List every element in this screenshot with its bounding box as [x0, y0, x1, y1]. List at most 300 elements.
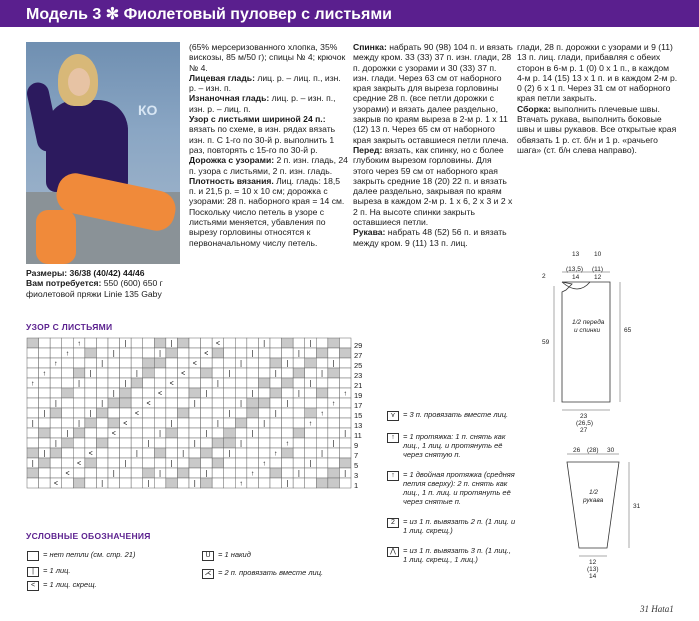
chart-cell: [293, 358, 305, 368]
chart-symbol: |: [274, 370, 277, 378]
chart-cell: [282, 458, 294, 468]
chart-cell: [305, 438, 317, 448]
chart-cell: [224, 438, 236, 448]
chart-cell: [282, 428, 294, 438]
chart-cell: [177, 478, 189, 488]
schema2-top-2: (28): [587, 447, 599, 454]
intro-text: (65% мерсеризованного хлопка, 35% вискозы, 85 м/50 г); спицы № 4; крючок № 4.: [189, 42, 346, 73]
row-number: 19: [354, 391, 363, 400]
chart-cell: [224, 358, 236, 368]
chart-cell: [108, 448, 120, 458]
chart-cell: [189, 408, 201, 418]
chart-cell: [316, 378, 328, 388]
front-label: Перед:: [353, 144, 383, 155]
chart-cell: [305, 368, 317, 378]
assembly-text: выполнить плечевые швы. Втачать рукава, выполнить боковые швы и швы рукавов. Все открытые края обвязать 1 р. ст. б/н и 1 р. «рачьего шага» (ст. б/н слева направо).: [517, 103, 677, 155]
schema2-top-1: 26: [573, 447, 581, 454]
chart-cell: [177, 468, 189, 478]
chart-cell: [131, 458, 143, 468]
row-number: 21: [354, 381, 363, 390]
chart-cell: [189, 378, 201, 388]
schema1-top-sub2-2: 12: [594, 274, 602, 281]
chart-cell: [143, 428, 155, 438]
chart-cell: [96, 368, 108, 378]
chart-cell: [224, 418, 236, 428]
leaf-pattern-text: вязать по схеме, в изн. рядах вязать изн. п. С 1-го по 30-й р. выполнить 1 раз, повторять с 15-го по 30-й р.: [189, 124, 336, 155]
chart-symbol: |: [43, 450, 46, 458]
chart-symbol: |: [147, 440, 150, 448]
chart-cell: [27, 448, 39, 458]
chart-cell: [316, 338, 328, 348]
chart-symbol: <: [77, 460, 82, 468]
chart-cell: [189, 338, 201, 348]
chart-cell: [235, 468, 247, 478]
track-label: Дорожка с узорами:: [189, 155, 275, 166]
chart-cell: [293, 458, 305, 468]
page-title: Модель 3 ✻ Фиолетовый пуловер с листьями: [26, 6, 393, 23]
chart-cell: [39, 438, 51, 448]
schema1-bottom-3: 27: [580, 427, 588, 434]
chart-cell: [212, 468, 224, 478]
chart-symbol: |: [205, 430, 208, 438]
chart-cell: [189, 468, 201, 478]
chart-cell: [120, 368, 132, 378]
chart-cell: [50, 378, 62, 388]
chart-symbol: |: [170, 420, 173, 428]
chart-cell: [50, 428, 62, 438]
chart-cell: [189, 448, 201, 458]
chart-symbol: |: [31, 460, 34, 468]
chart-cell: [316, 458, 328, 468]
chart-cell: [166, 478, 178, 488]
chart-symbol: |: [228, 370, 231, 378]
chart-cell: [39, 418, 51, 428]
chart-symbol: |: [240, 360, 242, 368]
chart-cell: [201, 408, 213, 418]
chart-symbol: |: [240, 400, 242, 408]
schema1-top-1: 13: [572, 251, 580, 258]
chart-symbol: |: [66, 430, 69, 438]
chart-symbol: |: [159, 350, 161, 358]
chart-cell: [85, 438, 97, 448]
chart-cell: [73, 388, 85, 398]
chart-cell: [108, 438, 120, 448]
chart-cell: [201, 368, 213, 378]
chart-cell: [339, 438, 351, 448]
chart-cell: [50, 348, 62, 358]
chart-symbol: |: [193, 400, 196, 408]
chart-cell: [96, 378, 108, 388]
symbols-list: [387, 410, 517, 575]
chart-cell: [131, 348, 143, 358]
schema2-height: 31: [633, 503, 641, 510]
chart-cell: [50, 448, 62, 458]
chart-cell: [305, 468, 317, 478]
chart-cell: [339, 358, 351, 368]
symbol-description: = из 1 п. вывязать 3 п. (1 лиц., 1 лиц. скрещ., 1 лиц.): [403, 546, 511, 564]
chart-cell: [73, 438, 85, 448]
chart-cell: [143, 378, 155, 388]
chart-symbol: |: [228, 410, 231, 418]
chart-cell: [27, 468, 39, 478]
schema1-left-label: 2: [542, 273, 546, 280]
chart-cell: [27, 398, 39, 408]
chart-symbol: |: [286, 360, 289, 368]
chart-symbol: ↑: [54, 360, 58, 368]
text-column-3: [517, 42, 679, 155]
chart-cell: [96, 458, 108, 468]
chart-cell: [247, 338, 259, 348]
chart-cell: [212, 408, 224, 418]
chart-symbol: |: [89, 370, 92, 378]
chart-symbol: |: [147, 480, 150, 488]
chart-cell: [177, 458, 189, 468]
chart-cell: [39, 348, 51, 358]
legend-symbol: ⋌: [202, 569, 214, 579]
chart-cell: [131, 418, 143, 428]
chart-cell: [270, 458, 282, 468]
chart-cell: [166, 398, 178, 408]
chart-cell: [212, 478, 224, 488]
chart-cell: [154, 338, 166, 348]
chart-cell: [143, 348, 155, 358]
chart-cell: [120, 468, 132, 478]
legend-symbol: [27, 551, 39, 561]
chart-cell: [143, 448, 155, 458]
chart-cell: [73, 368, 85, 378]
chart-cell: [224, 468, 236, 478]
chart-cell: [85, 378, 97, 388]
chart-cell: [212, 348, 224, 358]
chart-cell: [212, 358, 224, 368]
chart-cell: [316, 398, 328, 408]
chart-cell: [143, 408, 155, 418]
row-number: 1: [354, 481, 359, 490]
chart-cell: [328, 428, 340, 438]
chart-cell: [282, 368, 294, 378]
chart-cell: [62, 398, 74, 408]
symbol-box: ↑: [387, 433, 399, 443]
chart-cell: [27, 388, 39, 398]
chart-cell: [50, 458, 62, 468]
chart-cell: [177, 358, 189, 368]
schema1-bottom-1: 23: [580, 413, 588, 420]
chart-cell: [177, 428, 189, 438]
chart-cell: [258, 408, 270, 418]
chart-cell: [177, 418, 189, 428]
chart-cell: [73, 398, 85, 408]
schema2-bottom-3: 14: [589, 573, 597, 580]
symbol-box: ⋎: [387, 411, 399, 421]
chart-cell: [328, 338, 340, 348]
chart-cell: [293, 398, 305, 408]
chart-cell: [143, 338, 155, 348]
chart-symbol: |: [112, 470, 115, 478]
chart-cell: [120, 348, 132, 358]
chart-cell: [235, 338, 247, 348]
chart-cell: [235, 378, 247, 388]
symbol-box: 2: [387, 518, 399, 528]
chart-cell: [305, 388, 317, 398]
chart-symbol: |: [43, 410, 46, 418]
chart-cell: [108, 358, 120, 368]
legend-symbol: <: [27, 581, 39, 591]
chart-symbol: |: [101, 400, 104, 408]
chart-cell: [39, 428, 51, 438]
chart-cell: [270, 338, 282, 348]
chart-cell: [85, 338, 97, 348]
chart-symbol: |: [78, 380, 80, 388]
chart-cell: [305, 478, 317, 488]
chart-symbol: ↑: [65, 350, 70, 358]
chart-cell: [27, 358, 39, 368]
chart-cell: [131, 438, 143, 448]
chart-cell: [316, 388, 328, 398]
chart-cell: [235, 368, 247, 378]
chart-cell: [224, 388, 236, 398]
chart-cell: [258, 468, 270, 478]
symbol-item: [387, 546, 517, 564]
chart-symbol: |: [170, 460, 173, 468]
chart-symbol: |: [286, 480, 289, 488]
chart-cell: [27, 478, 39, 488]
body-schema: [532, 251, 642, 434]
symbol-description: = 1 протяжка: 1 п. снять как лиц., 1 лиц. и протянуть её через снятую п.: [403, 432, 506, 459]
chart-cell: [247, 408, 259, 418]
chart-cell: [166, 448, 178, 458]
chart-cell: [50, 368, 62, 378]
chart-cell: [154, 368, 166, 378]
legend-item: [202, 550, 372, 561]
chart-cell: [201, 458, 213, 468]
chart-cell: [328, 478, 340, 488]
chart-symbol: |: [263, 340, 266, 348]
chart-cell: [120, 358, 132, 368]
sleeves-label: Рукава:: [353, 227, 386, 238]
chart-cell: [62, 448, 74, 458]
chart-cell: [73, 468, 85, 478]
chart-cell: [85, 358, 97, 368]
chart-symbol: ↑: [320, 410, 324, 418]
chart-cell: [189, 428, 201, 438]
chart-cell: [177, 438, 189, 448]
chart-cell: [328, 368, 340, 378]
density-text: Лиц. гладь: 18,5 п. и 21,5 р. = 10 х 10 см; дорожка с узорами: 28 п. наборного края = 14 см. Поскольку число петель в узоре с листьями меняется, убавления по вырезу горловины относятся к первоначальному числу петель.: [189, 175, 345, 248]
chart-cell: [235, 388, 247, 398]
symbol-item: [387, 517, 517, 535]
chart-cell: [247, 368, 259, 378]
schema1-top-sub-2: (11): [592, 266, 604, 273]
chart-cell: [224, 398, 236, 408]
chart-symbol: |: [159, 430, 161, 438]
chart-cell: [235, 458, 247, 468]
materials-text: 550 (600) 650 г фиолетовой пряжи Linie 135 Gaby: [26, 278, 163, 299]
chart-cell: [166, 388, 178, 398]
symbol-description: = 3 п. провязать вместе лиц.: [403, 410, 509, 419]
chart-symbol: |: [217, 420, 219, 428]
chart-cell: [247, 438, 259, 448]
chart-cell: [212, 438, 224, 448]
chart-cell: [62, 478, 74, 488]
chart-cell: [270, 428, 282, 438]
chart-symbol: |: [274, 410, 277, 418]
chart-cell: [270, 378, 282, 388]
chart-cell: [270, 478, 282, 488]
chart-symbol: <: [192, 360, 197, 368]
chart-cell: [305, 358, 317, 368]
chart-cell: [154, 418, 166, 428]
chart-cell: [316, 348, 328, 358]
chart-cell: [27, 368, 39, 378]
chart-cell: [120, 428, 132, 438]
chart-title: УЗОР С ЛИСТЬЯМИ: [26, 322, 113, 332]
chart-symbol: |: [124, 340, 127, 348]
chart-cell: [201, 358, 213, 368]
chart-cell: [85, 428, 97, 438]
chart-cell: [339, 448, 351, 458]
chart-cell: [62, 418, 74, 428]
back-label: Спинка:: [353, 42, 387, 52]
chart-cell: [131, 388, 143, 398]
chart-cell: [270, 398, 282, 408]
chart-cell: [282, 408, 294, 418]
chart-symbol: <: [88, 450, 93, 458]
knitting-chart: [27, 338, 351, 488]
symbol-description: = из 1 п. вывязать 2 п. (1 лиц. и 1 лиц. скрещ.): [403, 517, 516, 535]
chart-symbol: ↑: [31, 380, 35, 388]
chart-symbol: <: [123, 420, 128, 428]
chart-cell: [73, 478, 85, 488]
chart-cell: [62, 338, 74, 348]
chart-symbol: |: [332, 440, 335, 448]
chart-cell: [339, 418, 351, 428]
text-column-2: [353, 42, 513, 248]
row-number: 9: [354, 441, 359, 450]
chart-symbol: |: [228, 450, 231, 458]
chart-cell: [247, 448, 259, 458]
chart-symbol: |: [217, 380, 219, 388]
chart-cell: [154, 408, 166, 418]
chart-cell: [50, 388, 62, 398]
chart-cell: [108, 478, 120, 488]
chart-cell: [270, 438, 282, 448]
chart-symbol: |: [193, 480, 196, 488]
chart-cell: [27, 348, 39, 358]
chart-symbol: |: [170, 340, 173, 348]
chart-cell: [39, 378, 51, 388]
chart-cell: [339, 398, 351, 408]
chart-symbol: ↑: [239, 480, 243, 488]
chart-symbol: |: [332, 360, 335, 368]
chart-cell: [293, 438, 305, 448]
symbol-box: ↑: [387, 471, 399, 481]
row-number: 27: [354, 351, 363, 360]
chart-symbol: |: [112, 390, 115, 398]
schema1-height-right: 65: [624, 327, 632, 334]
schema2-bottom-1: 12: [589, 559, 597, 566]
chart-cell: [247, 398, 259, 408]
front-text: вязать, как спинку, но с более глубоким вырезом горловины. Для этого через 59 см от наборного края закрыть средние 18 (20) 22 п. и вязать далее раздельно, закрывая по краям выреза в каждом 2-м р. 1 х 6, 2 х 3 и 2 х 2 п. На высоте спинки закрыть оставшиеся петли.: [353, 144, 513, 228]
chart-cell: [177, 398, 189, 408]
chart-symbol: ↑: [285, 440, 290, 448]
schema1-height-left: 59: [542, 339, 550, 346]
chart-cell: [328, 348, 340, 358]
chart-cell: [96, 418, 108, 428]
chart-cell: [328, 378, 340, 388]
schema1-top-2: 10: [594, 251, 602, 258]
chart-cell: [189, 458, 201, 468]
chart-cell: [224, 348, 236, 358]
chart-cell: [339, 368, 351, 378]
text-column-1: [189, 42, 349, 248]
chart-symbol: |: [344, 470, 347, 478]
chart-cell: [73, 358, 85, 368]
chart-cell: [212, 448, 224, 458]
schema2-top-3: 30: [607, 447, 615, 454]
schema1-top-sub2-1: 14: [572, 274, 580, 281]
chart-cell: [235, 348, 247, 358]
chart-cell: [316, 468, 328, 478]
chart-cell: [293, 478, 305, 488]
legend-description: = 2 п. провязать вместе лиц.: [218, 568, 324, 577]
chart-cell: [166, 468, 178, 478]
chart-cell: [339, 478, 351, 488]
continuation-text: глади, 28 п. дорожки с узорами и 9 (11) 13 п. лиц. глади, прибавляя с обеих сторон в 6-м р. 1 (0) 0 х 1 п., в каждом 4-м р. 14 (15) 13 х 1 п. и в каждом 2-м р. 0 (2) 6 х 1 п. Через 31 см от наборного края петли закрыть.: [517, 42, 678, 104]
chart-symbol: |: [78, 420, 80, 428]
row-number: 13: [354, 421, 363, 430]
chart-cell: [339, 378, 351, 388]
row-number: 29: [354, 341, 363, 350]
chart-cell: [108, 408, 120, 418]
chart-symbol: <: [204, 350, 209, 358]
chart-cell: [166, 428, 178, 438]
legend-description: = 1 лиц. скрещ.: [43, 580, 97, 589]
chart-symbol: <: [215, 340, 220, 348]
chart-cell: [235, 408, 247, 418]
chart-cell: [189, 368, 201, 378]
chart-cell: [224, 428, 236, 438]
chart-cell: [201, 378, 213, 388]
signature: 31 Hata1: [640, 604, 674, 614]
sleeves-text: набрать 48 (52) 56 п. и вязать между кром. 9 (11) 13 п. лиц.: [353, 227, 507, 248]
chart-cell: [270, 358, 282, 368]
chart-cell: [143, 388, 155, 398]
chart-cell: [305, 348, 317, 358]
chart-cell: [201, 398, 213, 408]
chart-cell: [282, 468, 294, 478]
chart-cell: [143, 358, 155, 368]
row-number: 7: [354, 451, 359, 460]
chart-cell: [258, 438, 270, 448]
chart-cell: [166, 408, 178, 418]
chart-cell: [143, 458, 155, 468]
chart-cell: [62, 388, 74, 398]
chart-cell: [258, 398, 270, 408]
chart-cell: [316, 418, 328, 428]
chart-symbol: <: [169, 380, 174, 388]
chart-symbol: ↑: [331, 400, 336, 408]
chart-cell: [120, 408, 132, 418]
chart-cell: [50, 408, 62, 418]
chart-cell: [120, 478, 132, 488]
chart-cell: [131, 428, 143, 438]
legend: [27, 550, 387, 612]
chart-cell: [108, 458, 120, 468]
chart-cell: [282, 378, 294, 388]
chart-cell: [258, 478, 270, 488]
chart-symbol: |: [298, 390, 300, 398]
symbol-box: ⋀: [387, 547, 399, 557]
